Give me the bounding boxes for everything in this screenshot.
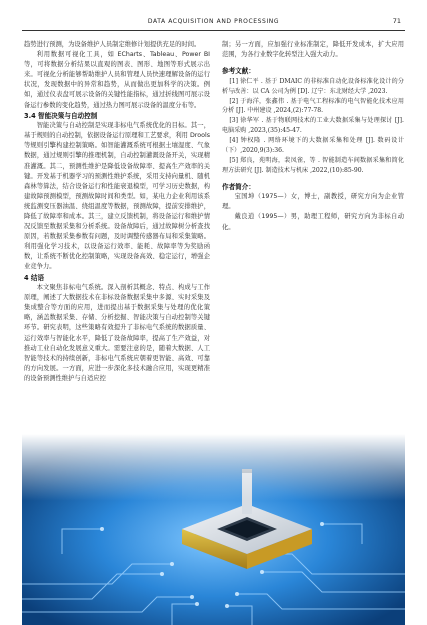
body-paragraph: 利用数据可视化工具，如 ECharts、Tableau、Power BI 等，可将数据分析结果以直观的图表、图形、地图等形式展示出来。可视化分析能够帮助维护人员和管理人员快速理解设备的运行状况，发现数据中的异常和趋势，从而做出更加科学的决策。例如，通过仪表盘可展示设备的关键性能指标，通过折线图可展示设备运行参数的变化趋势，通过热力图可展示设备的温度分布等。 xyxy=(24,51,210,109)
references-heading: 参考文献： xyxy=(222,67,255,76)
author-bio: 戴良逍（1995—）男，助理工程师，研究方向为非标自动化。 xyxy=(222,213,404,231)
reference-item: [2] 于海洋，张鑫伟 . 基于电气工程标准的电气智能化技术应用分析 [J]. 中州建设 ,2024,(2):77-78. xyxy=(222,97,404,115)
page-number: 71 xyxy=(392,17,401,25)
reference-item: [5] 郑良，苑明海，裴凤雀，等 . 智能制造车间数据采集和简化理方法研究 [J]. 制造技术与机床 ,2022,(10):85-90. xyxy=(222,156,404,174)
body-paragraph: 智能决策与自动控制是实现非标电气系统优化的目标。其一，基于规则的自动控制，依据设备运行原理和工艺要求，利用 Drools 等规则引擎构建控制策略。如智能灌溉系统可根据土壤湿度、气象数据，通过规则引擎的推理机制，自动控制灌溉设备开关，实现精准灌溉。其二，预测性维护是降低设备故障率、提高生产效率的关键。开发基于机器学习的预测性维护系统，采用支持向量机、随机森林等算法，结合设备运行和性能衰退模型，可学习历史数据，构建故障预测模型，预测故障时间和类型。如，某电力企业利用该系统监测变压器油温、绕组温度等数据，预测故障，提前安排维护，降低了故障率和成本。其三，建立反馈机制，将设备运行和维护情况反馈至数据采集和分析系统。设备故障后，通过故障树分析查找原因，若数据采集参数有问题，及时调整传感器布局和采集策略。利用强化学习技术，以设备运行效率、能耗、故障率等为奖励函数，让系统不断优化控制策略，实现设备高效、稳定运行，增强企业竞争力。 xyxy=(24,122,210,271)
body-paragraph: 趋势进行预测，为设备维护人员制定维修计划提供充足的时间。 xyxy=(24,41,201,48)
running-head: DATA ACQUISITION AND PROCESSING xyxy=(147,18,280,25)
author-bio: 宝国坤（1975—）女，博士，副教授，研究方向为企业管理。 xyxy=(222,193,404,211)
section-heading: 3.4 智能决策与自动控制 xyxy=(24,111,98,120)
body-paragraph: 本文聚焦非标电气系统。深入剖析其概念、特点、构成与工作原理，阐述了大数据技术在非标设备数据采集中多源、实时采集及集成整合等方面的应用，进而提出基于数据采集与处理的优化策略，涵盖数据采集、存储、分析挖掘、智能决策与自动控制等关键环节。研究表明，这些策略有效提升了非标电气系统的数据质量、运行效率与智能化水平，降低了设备故障率，提高了生产效益，对推动工业自动化发展意义重大。需要注意的是，随着大数据、人工智能等技术的持续创新，非标电气系统应朝着更智能、高效、可靠的方向发展。一方面，应进一步深化多技术融合应用，实现更精准的设备预测性维护与自适应控 xyxy=(24,284,210,382)
right-column xyxy=(222,40,404,233)
reference-item: [1] 徐仁平 . 基于 DMAIC 的非标准自动化设备标准化设计的分析与改善：以 CA 公司为例 [D]. 辽宁：东北财经大学 ,2023. xyxy=(222,77,404,95)
body-paragraph: 制；另一方面，应加强行业标准制定，降低开发成本，扩大应用范围，为各行业数字化转型注入强大动力。 xyxy=(222,41,404,59)
circuit-board-chip-illustration xyxy=(22,434,405,625)
reference-item: [3] 徐华军 . 基于物联网技术的工业大数据采集与处理探讨 [J]. 电脑采购 ,2023,(35):45-47. xyxy=(222,117,404,135)
section-heading: 4 结语 xyxy=(24,273,45,282)
author-heading: 作者简介： xyxy=(222,182,255,191)
left-column xyxy=(24,40,210,384)
header-rule xyxy=(22,30,405,31)
reference-item: [4] 钟权隆 . 网络环境下的大数据采集和处理 [J]. 数码设计（下）,2020,9(3):36. xyxy=(222,137,404,155)
